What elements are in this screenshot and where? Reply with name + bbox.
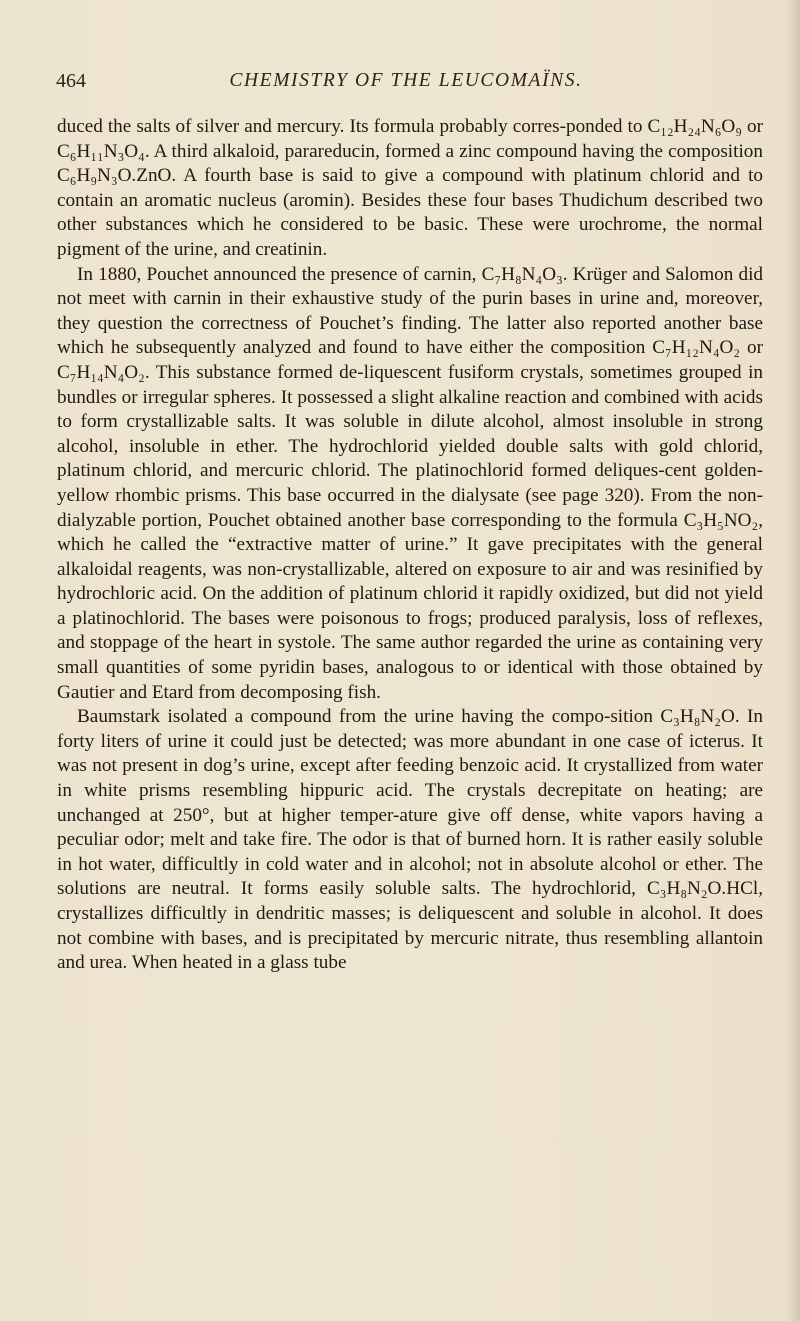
paragraph-baumstark: Baumstark isolated a compound from the urine having the compo-sition C₃H₈N₂O. In forty liters of urine it could just be detected; was more abundant in one case of icterus. It was not present in dog’s urine, except after feeding benzoic acid. It crystallized from water in white prisms resembling hippuric acid. The crystals decrepitate on heating; are unchanged at 250°, but at higher temper-ature give off dense, white vapors having a peculiar odor; melt and take fire. The odor is that of burned horn. It is rather easily soluble in hot water, difficultly in cold water and in alcohol; not in absolute alcohol or ether. The solutions are neutral. It forms easily soluble salts. The hydrochlorid, C₃H₈N₂O.HCl, crystallizes difficultly in dendritic masses; is deliquescent and soluble in alcohol. It does not combine with bases, and is precipitated by mercuric nitrate, thus resembling allantoin and urea. When heated in a glass tube (57, 706, 763, 974)
paragraph-continuation: duced the salts of silver and mercury. Its formula probably corres-ponded to C₁₂H₂₄N₆O₉ or C₆H₁₁N₃O₄. A third alkaloid, parareducin, formed a zinc compound having the composition C₆H₉N₃O.ZnO. A fourth base is said to give a compound with platinum chlorid and to contain an aromatic nucleus (aromin). Besides these four bases Thudichum described two other substances which he considered to be basic. These were urochrome, the normal pigment of the urine, and creatinin. (57, 116, 763, 260)
running-title: CHEMISTRY OF THE LEUCOMAÏNS. (229, 70, 583, 91)
paragraph-pouchet: In 1880, Pouchet announced the presence of carnin, C₇H₈N₄O₃. Krüger and Salomon did not meet with carnin in their exhaustive study of the purin bases in urine and, moreover, they question the correctness of Pouchet’s finding. The latter also reported another base which he subsequently analyzed and found to have either the composition C₇H₁₂N₄O₂ or C₇H₁₄N₄O₂. This substance formed de-liquescent fusiform crystals, sometimes grouped in bundles or irregular spheres. It possessed a slight alkaline reaction and combined with acids to form crystallizable salts. It was soluble in dilute alcohol, almost insoluble in strong alcohol, insoluble in ether. The hydrochlorid yielded double salts with gold chlorid, platinum chlorid, and mercuric chlorid. The platinochlorid formed deliques-cent golden-yellow rhombic prisms. This base occurred in the dialysate (see page 320). From the non-dialyzable portion, Pouchet obtained another base corresponding to the formula C₃H₅NO₂, which he called the “extractive matter of urine.” It gave precipitates with the general alkaloidal reagents, was non-crystallizable, altered on exposure to air and was resinified by hydrochloric acid. On the addition of platinum chlorid it rapidly oxidized, but did not yield a platinochlorid. The bases were poisonous to frogs; produced paralysis, loss of reflexes, and stoppage of the heart in systole. The same author regarded the urine as containing very small quantities of some pyridin bases, analogous to or identical with those obtained by Gautier and Etard from decomposing fish. (57, 263, 763, 703)
page-header (56, 70, 756, 100)
body-text (57, 115, 763, 976)
page-edge-shadow (786, 0, 800, 1321)
page-number: 464 (56, 70, 86, 92)
